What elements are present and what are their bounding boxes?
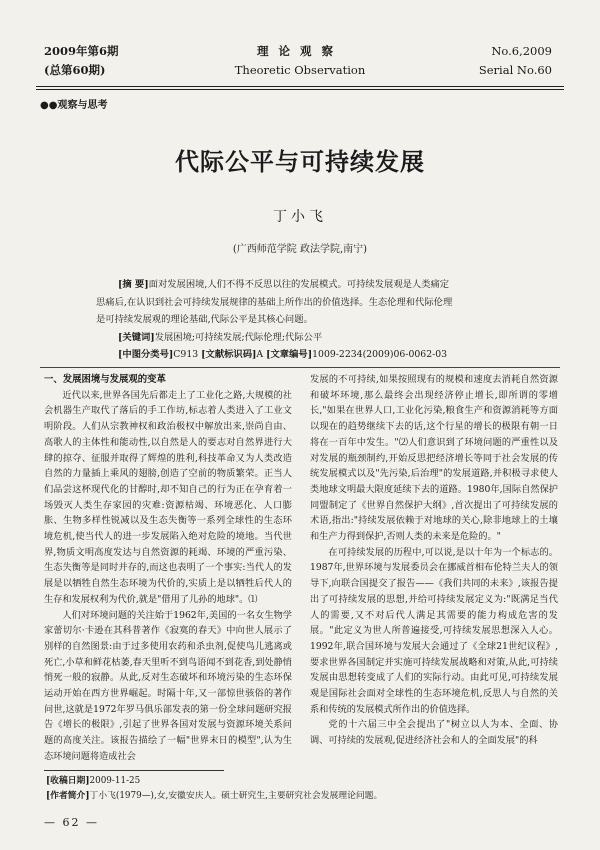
section-heading: 一、发展困境与发展观的变革 [44,374,166,385]
abstract-divider [40,367,560,368]
section-tag: ●●观察与思考 [40,100,108,111]
body-paragraph: 发展的不可持续,如果按照现有的规模和速度去消耗自然资源和破坏环境,那么最终会出现经济停止增长,即所谓的零增长,"如果在世界人口,工业化污染,粮食生产和资源消耗等方面以现在的趋势继续下去的话,这个行星的增长的极限有朝一日将在一百年中发生。"⑵人们意识到了环境问题的严重性以及对发展的瓶颈制约,开始反思把经济增长等同于社会发展的传统发展模式以及"先污染,后治理"的发展道路,并积极寻求使人类地球文明最大限度延续下去的道路。1980年,国际自然保护同盟制定了《世界自然保护大纲》,首次提出了可持续发展的术语,指出:"持续发展依赖于对地球的关心,除非地球上的土壤和生产力得到保护,否则人类的未来是危险的。" [310,374,558,543]
author-bio-line [46,789,382,804]
article-no-label: [文章编号] [266,349,313,360]
body-column-left [44,372,292,765]
classification-line [96,346,502,364]
header-issue-en [479,42,552,80]
keywords-line [96,329,502,347]
journal-name-en: Theoretic Observation [234,63,366,77]
received-date: 2009-11-25 [89,776,141,786]
author-name: 丁小飞 [273,209,327,225]
keywords: 发展困境;可持续发展;代际伦理;代际公平 [154,331,323,343]
author-bio: 丁小飞(1979—),女,安徽安庆人。硕士研究生,主要研究社会发展理论问题。 [89,791,383,801]
classification-label: [中图分类号] [118,349,174,360]
header-issue [44,42,119,80]
issue-cn: 2009年第6期 [44,44,119,58]
body-column-right [310,372,558,749]
doc-code: A [256,349,264,360]
article-no: 1009-2234(2009)06-0062-03 [312,349,448,360]
abstract-block [96,276,502,364]
article-title: 代际公平与可持续发展 [175,147,425,176]
body-paragraph: 在可持续发展的历程中,可以说,是以十年为一个标志的。1987年,世界环境与发展委员会在挪威首相布伦特兰夫人的领导下,向联合国提交了报告——《我们共同的未来》,该报告提出了可持续发展的思想,并给可持续发展定义为:"既满足当代人的需要,又不对后代人满足其需要的能力构成危害的发展。"此定义为世人所普遍接受,可持续发展思想深入人心。1992年,联合国环境与发展大会通过了《全球21世纪议程》,要求世界各国制定并实施可持续发展战略和对策,从此,可持续发展由思想转变成了人们的实际行动。由此可见,可持续发展观是国际社会面对全球性的生态环境危机,反思人与自然的关系和传统的发展模式所作出的价值选择。 [310,546,558,715]
footnotes [46,774,382,804]
serial-cn: (总第60期) [44,63,106,77]
header-rule-thin [36,89,564,90]
footnote-rule [44,770,224,771]
abstract-text-2: 思痛后,在认识到社会可持续发展规律的基础上所作出的价值选择。生态伦理和代际伦理 [96,296,453,308]
page-number: — 62 — [44,816,99,829]
issue-en: No.6,2009 [491,44,552,58]
author-bio-label: [作者简介] [46,791,90,801]
journal-name-cn: 理论观察 [257,44,343,58]
serial-en: Serial No.60 [478,63,552,77]
classification-code: C913 [173,349,199,360]
body-paragraph: 党的十六届三中全会提出了"树立以人为本、全面、协调、可持续的发展观,促进经济社会和人的全面发展"的科 [310,719,558,747]
received-line [46,774,382,789]
received-label: [收稿日期] [46,776,90,786]
body-paragraph: 人们对环境问题的关注始于1962年,美国的一名女生物学家蕾切尔·卡逊在其科普著作《寂寞的春天》中向世人展示了别样的自然图景:由于过多使用农药和杀虫剂,促使鸟儿逃离或死亡,小草和鲜花枯萎,春天里听不到鸟语闻不到花香,到处静悄悄死一般的寂静。从此,反对生态破坏和环境污染的生态环保运动开始在西方世界崛起。时隔十年,又一部惊世骇俗的著作问世,这就是1972年罗马俱乐部发表的第一份全球问题研究报告《增长的极限》,引起了世界各国对发展与资源环境关系问题的高度关注。该报告描绘了一幅"世界末日的模型",认为生态环境问题将造成社会 [44,609,292,762]
author-affiliation: (广西师范学院 政法学院,南宁) [232,244,368,255]
abstract-text-1: 面对发展困境,人们不得不反思以往的发展模式。可持续发展观是人类痛定 [148,279,450,290]
body-paragraph: 近代以来,世界各国先后都走上了工业化之路,大规模的社会机器生产取代了落后的手工作坊,标志着人类进入了工业文明阶段。人们从宗教神权和政治极权中解放出来,崇尚自由、高歌人的主体性和能动性,以自然是人的要志对自然界进行大肆的掠夺、征服并取得了辉煌的胜利,科技革命又为人类改造自然的力量插上乘风的翅膀,创造了空前的物质繁荣。正当人们品尝这杯现代化的甘醇时,却不知自己的行为正在孕育着一场毁灭人类生存家园的灾难:资源枯竭、环境恶化、人口膨胀、生物多样性锐减以及生态失衡等一系列全球性的生态环境危机,使当代人的进一步发展陷入绝对危险的境地。当代世界,物质文明高度发达与自然资源的耗竭、环境的严重污染、生态失衡等是同时并存的,而这也表明了一个事实:当代人的发展是以牺牲自然生态环境为代价的,实质上是以牺牲后代人的生存和发展权利为代价,就是"借用了儿孙的地球"。⑴ [44,389,292,605]
header-journal [200,42,400,80]
doc-code-label: [文献标识码] [201,349,257,360]
header-rule [36,86,564,87]
abstract-text-3: 是可持续发展观的理论基础,代际公平是其核心问题。 [96,314,313,325]
abstract-line-1 [96,276,502,294]
abstract-label: [摘 要] [118,279,149,290]
keywords-label: [关键词] [118,331,155,343]
